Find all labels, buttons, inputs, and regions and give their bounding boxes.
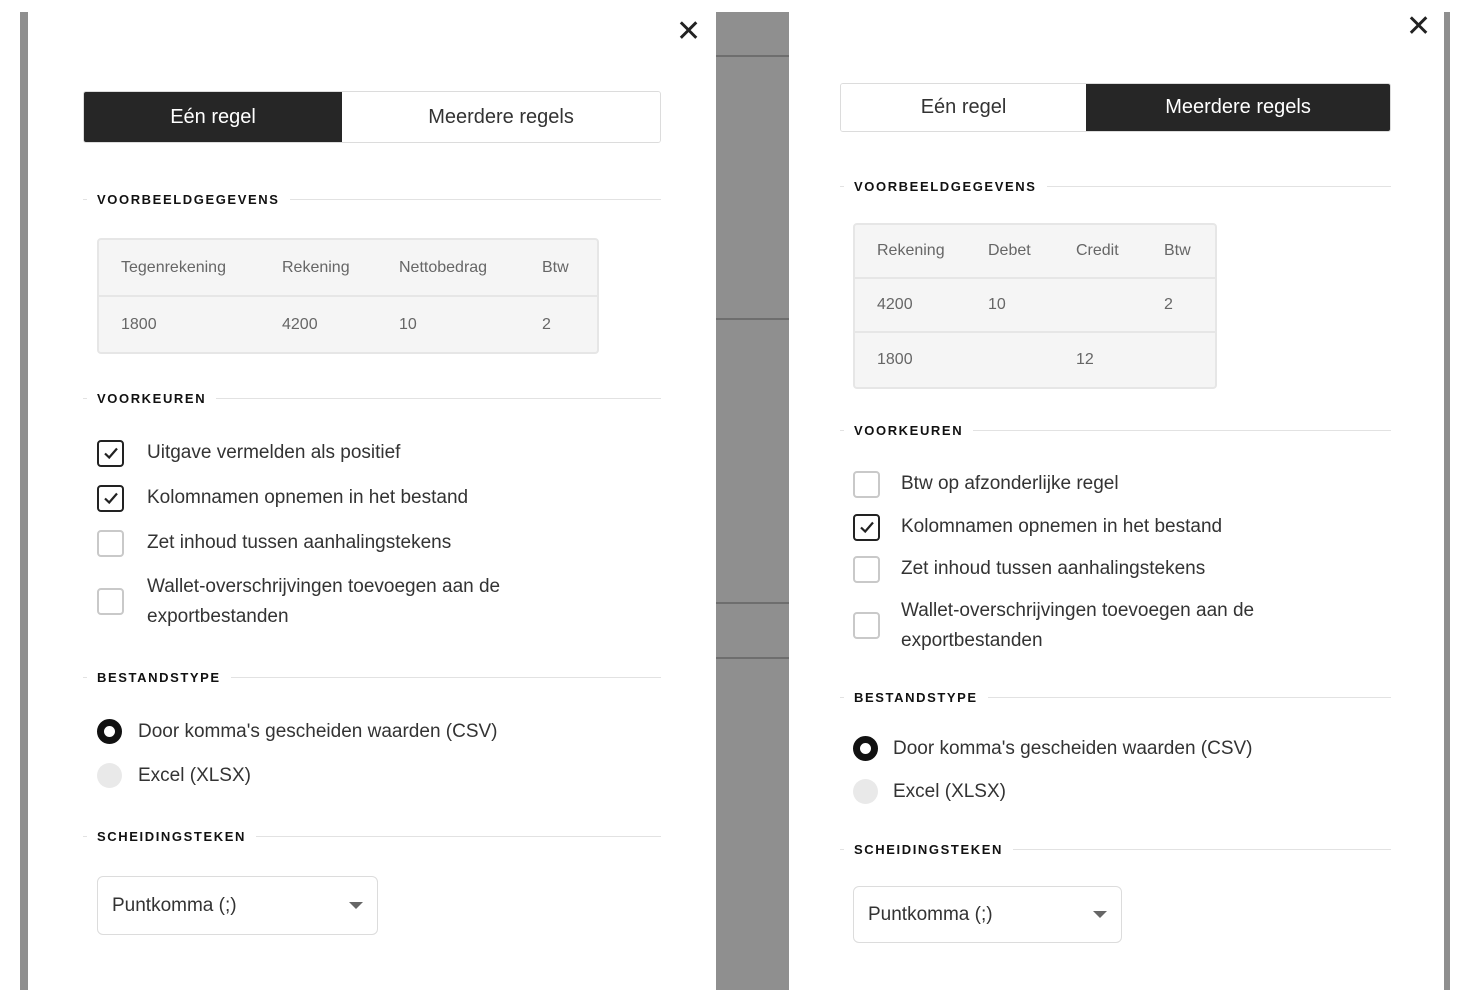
radio-csv[interactable] bbox=[97, 719, 557, 744]
export-dialog-multiple-lines bbox=[789, 9, 1444, 990]
column-header: Btw bbox=[1164, 242, 1191, 259]
radio-csv[interactable] bbox=[853, 736, 1313, 761]
column-header: Nettobedrag bbox=[399, 258, 488, 276]
section-title: VOORKEUREN bbox=[854, 422, 964, 438]
checkbox[interactable] bbox=[97, 485, 124, 512]
table-header-row bbox=[855, 225, 1215, 279]
example-table bbox=[853, 223, 1217, 389]
close-icon[interactable]: ✕ bbox=[1406, 9, 1432, 44]
section-preferences bbox=[840, 420, 1391, 440]
radio-button[interactable] bbox=[97, 719, 122, 744]
tab-single-line[interactable]: Eén regel bbox=[841, 84, 1086, 131]
select-value: Puntkomma (;) bbox=[112, 894, 237, 916]
radio-label: Excel (XLSX) bbox=[893, 780, 1006, 802]
section-example-data bbox=[840, 176, 1391, 196]
radio-label: Door komma's gescheiden waarden (CSV) bbox=[138, 720, 498, 742]
checkbox[interactable] bbox=[97, 588, 124, 615]
column-header: Rekening bbox=[877, 242, 945, 259]
table-cell: 4200 bbox=[282, 315, 318, 333]
checkbox[interactable] bbox=[97, 440, 124, 467]
section-file-type bbox=[840, 687, 1391, 707]
checkbox-label: Kolomnamen opnemen in het bestand bbox=[147, 487, 469, 508]
checkbox-label: Wallet-overschrijvingen toevoegen aan de exportbestanden bbox=[147, 576, 501, 627]
table-row bbox=[855, 333, 1215, 387]
table-cell: 2 bbox=[1164, 296, 1173, 313]
section-separator bbox=[840, 839, 1391, 859]
section-title: VOORBEELDGEGEVENS bbox=[854, 178, 1037, 194]
checkbox[interactable] bbox=[853, 556, 880, 583]
section-example-data bbox=[83, 189, 661, 209]
checkbox-label: Kolomnamen opnemen in het bestand bbox=[901, 516, 1223, 537]
checkbox-wallet-transfers[interactable] bbox=[853, 596, 1353, 656]
table-row bbox=[99, 297, 597, 352]
radio-button[interactable] bbox=[97, 763, 122, 788]
select-value: Puntkomma (;) bbox=[868, 903, 993, 925]
radio-label: Excel (XLSX) bbox=[138, 764, 251, 786]
checkbox[interactable] bbox=[97, 530, 124, 557]
chevron-down-icon bbox=[1093, 911, 1107, 918]
checkbox-label: Zet inhoud tussen aanhalingstekens bbox=[147, 532, 452, 553]
radio-button[interactable] bbox=[853, 736, 878, 761]
section-preferences bbox=[83, 388, 661, 408]
line-mode-toggle bbox=[840, 83, 1391, 132]
tab-single-line[interactable]: Eén regel bbox=[84, 92, 342, 142]
section-title: BESTANDSTYPE bbox=[97, 669, 221, 685]
radio-button[interactable] bbox=[853, 779, 878, 804]
check-icon bbox=[102, 489, 120, 507]
table-cell: 1800 bbox=[121, 315, 157, 333]
radio-xlsx[interactable] bbox=[97, 763, 557, 788]
checkbox-vat-separate-line[interactable] bbox=[853, 469, 1353, 499]
backdrop-middle bbox=[716, 12, 789, 990]
separator-select[interactable] bbox=[97, 876, 378, 935]
checkbox-label: Zet inhoud tussen aanhalingstekens bbox=[901, 558, 1206, 579]
table-cell: 2 bbox=[542, 315, 551, 333]
section-title: SCHEIDINGSTEKEN bbox=[97, 828, 246, 844]
checkbox[interactable] bbox=[853, 471, 880, 498]
check-icon bbox=[858, 518, 876, 536]
checkbox-include-column-names[interactable] bbox=[853, 512, 1353, 542]
example-table bbox=[97, 238, 599, 354]
separator-select[interactable] bbox=[853, 886, 1122, 943]
table-cell: 12 bbox=[1076, 351, 1094, 368]
checkbox-include-column-names[interactable] bbox=[97, 483, 597, 513]
section-title: VOORKEUREN bbox=[97, 390, 207, 406]
column-header: Tegenrekening bbox=[121, 258, 226, 276]
section-separator bbox=[83, 826, 661, 846]
column-header: Rekening bbox=[282, 258, 350, 276]
table-header-row bbox=[99, 240, 597, 297]
checkbox-label: Wallet-overschrijvingen toevoegen aan de exportbestanden bbox=[901, 600, 1255, 651]
column-header: Debet bbox=[988, 242, 1031, 259]
column-header: Btw bbox=[542, 258, 569, 276]
section-title: BESTANDSTYPE bbox=[854, 689, 978, 705]
tab-multiple-lines[interactable]: Meerdere regels bbox=[1086, 84, 1390, 131]
tab-multiple-lines[interactable]: Meerdere regels bbox=[342, 92, 660, 142]
section-file-type bbox=[83, 667, 661, 687]
checkbox-expense-positive[interactable] bbox=[97, 438, 597, 468]
table-cell: 1800 bbox=[877, 351, 913, 368]
check-icon bbox=[102, 444, 120, 462]
checkbox-label: Btw op afzonderlijke regel bbox=[901, 473, 1119, 494]
column-header: Credit bbox=[1076, 242, 1119, 259]
checkbox-wallet-transfers[interactable] bbox=[97, 572, 597, 632]
checkbox-quote-content[interactable] bbox=[97, 528, 597, 558]
line-mode-toggle bbox=[83, 91, 661, 143]
section-title: VOORBEELDGEGEVENS bbox=[97, 191, 280, 207]
radio-label: Door komma's gescheiden waarden (CSV) bbox=[893, 737, 1253, 759]
chevron-down-icon bbox=[349, 902, 363, 909]
backdrop-right-edge bbox=[1444, 12, 1450, 990]
close-icon[interactable]: ✕ bbox=[676, 14, 702, 49]
backdrop-left-edge bbox=[20, 12, 28, 990]
table-row bbox=[855, 279, 1215, 333]
checkbox-label: Uitgave vermelden als positief bbox=[147, 442, 401, 463]
checkbox-quote-content[interactable] bbox=[853, 554, 1353, 584]
table-cell: 10 bbox=[399, 315, 417, 333]
checkbox[interactable] bbox=[853, 612, 880, 639]
checkbox[interactable] bbox=[853, 514, 880, 541]
radio-xlsx[interactable] bbox=[853, 779, 1313, 804]
table-cell: 4200 bbox=[877, 296, 913, 313]
export-dialog-single-line bbox=[28, 12, 716, 990]
table-cell: 10 bbox=[988, 296, 1006, 313]
section-title: SCHEIDINGSTEKEN bbox=[854, 841, 1003, 857]
